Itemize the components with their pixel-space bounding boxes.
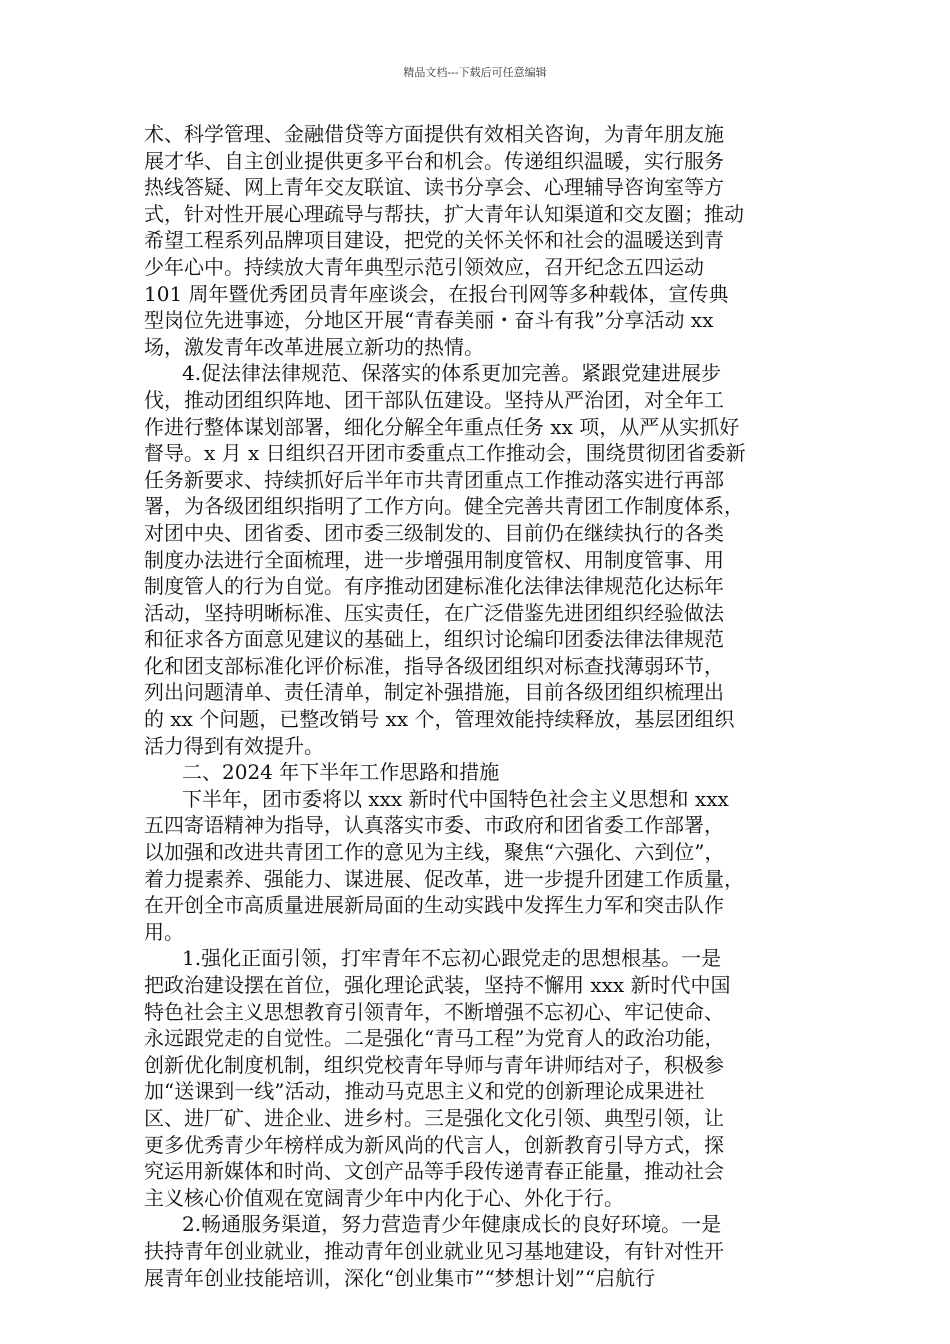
text-line: 在开创全市高质量进展新局面的生动实践中发挥生力军和突击队作	[144, 893, 724, 918]
text-line: 任务新要求、持续抓好后半年市共青团重点工作推动落实进行再部	[144, 467, 724, 492]
text-line: 署，为各级团组织指明了工作方向。健全完善共青团工作制度体系，	[144, 494, 744, 519]
text-line: 永远跟党走的自觉性。二是强化“青马工程”为党育人的政治功能，	[144, 1026, 725, 1051]
text-line: 五四寄语精神为指导，认真落实市委、市政府和团省委工作部署，	[144, 813, 724, 838]
text-line: 着力提素养、强能力、谋进展、促改革，进一步提升团建工作质量，	[144, 866, 744, 891]
text-line: 式，针对性开展心理疏导与帮扶，扩大青年认知渠道和交友圈；推动	[144, 201, 744, 226]
text-line: 制度管人的行为自觉。有序推动团建标准化法律法律规范化达标年	[144, 574, 724, 599]
text-line: 作进行整体谋划部署，细化分解全年重点任务 xx 项，从严从实抓好	[144, 414, 740, 439]
text-line: 列出问题清单、责任清单，制定补强措施，目前各级团组织梳理出	[144, 680, 724, 705]
text-line: 1.强化正面引领，打牢青年不忘初心跟党走的思想根基。一是	[182, 946, 722, 971]
text-line: 化和团支部标准化评价标准，指导各级团组织对标查找薄弱环节，	[144, 653, 724, 678]
text-line: 究运用新媒体和时尚、文创产品等手段传递青春正能量，推动社会	[144, 1159, 724, 1184]
text-line: 活动，坚持明晰标准、压实责任，在广泛借鉴先进团组织经验做法	[144, 600, 724, 625]
text-line: 把政治建设摆在首位，强化理论武装，坚持不懈用 xxx 新时代中国	[144, 973, 731, 997]
text-line: 伐，推动团组织阵地、团干部队伍建设。坚持从严治团，对全年工	[144, 387, 724, 412]
text-line: 场，激发青年改革进展立新功的热情。	[144, 334, 484, 359]
text-line: 以加强和改进共青团工作的意见为主线，聚焦“六强化、六到位”，	[144, 840, 725, 865]
text-line: 下半年，团市委将以 xxx 新时代中国特色社会主义思想和 xxx	[182, 786, 729, 811]
text-line: 2.畅通服务渠道，努力营造青少年健康成长的良好环境。一是	[182, 1212, 722, 1237]
text-line: 创新优化制度机制，组织党校青年导师与青年讲师结对子，积极参	[144, 1052, 724, 1077]
text-line: 制度办法进行全面梳理，进一步增强用制度管权、用制度管事、用	[144, 547, 724, 572]
text-line: 特色社会主义思想教育引领青年，不断增强不忘初心、牢记使命、	[144, 999, 724, 1024]
text-line: 少年心中。持续放大青年典型示范引领效应，召开纪念五四运动	[144, 254, 704, 279]
text-line: 二、2024 年下半年工作思路和措施	[182, 760, 500, 785]
text-line: 热线答疑、网上青年交友联谊、读书分享会、心理辅导咨询室等方	[144, 175, 724, 200]
text-line: 4.促法律法律规范、保落实的体系更加完善。紧跟党建进展步	[182, 361, 722, 386]
text-line: 和征求各方面意见建议的基础上，组织讨论编印团委法律法律规范	[144, 627, 724, 652]
text-line: 加“送课到一线”活动，推动马克思主义和党的创新理论成果进社	[144, 1079, 705, 1104]
document-body	[144, 121, 816, 1291]
text-line: 术、科学管理、金融借贷等方面提供有效相关咨询，为青年朋友施	[144, 122, 724, 146]
page-header: 精品文档---下载后可任意编辑	[403, 66, 547, 79]
text-line: 更多优秀青少年榜样成为新风尚的代言人，创新教育引导方式，探	[144, 1132, 724, 1157]
text-line: 督导。x 月 x 日组织召开团市委重点工作推动会，围绕贯彻团省委新	[144, 441, 746, 466]
text-line: 主义核心价值观在宽阔青少年中内化于心、外化于行。	[144, 1185, 624, 1210]
text-line: 希望工程系列品牌项目建设，把党的关怀关怀和社会的温暖送到青	[144, 228, 724, 253]
text-line: 101 周年暨优秀团员青年座谈会，在报台刊网等多种载体，宣传典	[144, 281, 729, 306]
text-line: 活力得到有效提升。	[144, 733, 324, 758]
text-line: 扶持青年创业就业，推动青年创业就业见习基地建设，有针对性开	[144, 1238, 724, 1263]
text-line: 对团中央、团省委、团市委三级制发的、目前仍在继续执行的各类	[144, 520, 724, 545]
text-line: 的 xx 个问题，已整改销号 xx 个，管理效能持续释放，基层团组织	[144, 707, 735, 732]
text-line: 区、进厂矿、进企业、进乡村。三是强化文化引领、典型引领，让	[144, 1105, 724, 1130]
text-line: 用。	[144, 919, 184, 944]
text-line: 型岗位先进事迹，分地区开展“青春美丽・奋斗有我”分享活动 xx	[144, 308, 714, 333]
text-line: 展青年创业技能培训，深化“创业集市”“梦想计划”“启航行	[144, 1265, 656, 1290]
text-line: 展才华、自主创业提供更多平台和机会。传递组织温暖，实行服务	[144, 148, 724, 173]
